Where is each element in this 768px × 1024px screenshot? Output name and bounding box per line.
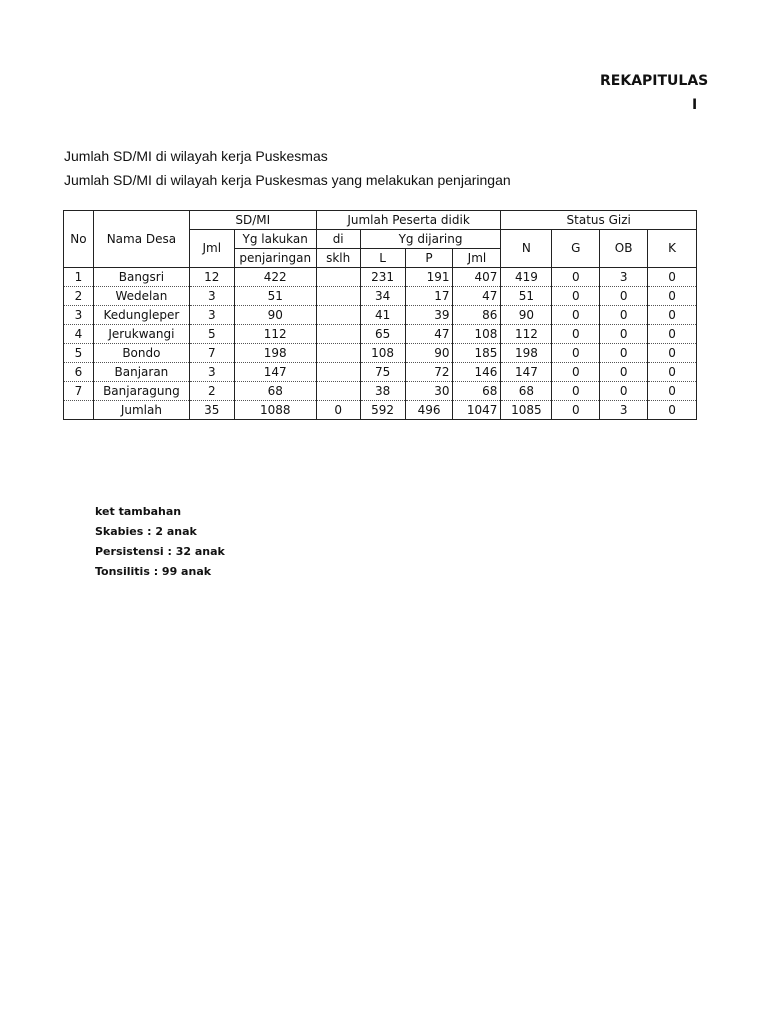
cell-l: 34 [360, 287, 405, 306]
cell-ob: 0 [600, 363, 648, 382]
header-status-gizi: Status Gizi [501, 211, 697, 230]
cell-jml: 5 [189, 325, 234, 344]
recap-table-wrapper [63, 210, 697, 430]
cell-no: 1 [64, 268, 94, 287]
header-l: L [360, 249, 405, 268]
cell-desa: Kedungleper [93, 306, 189, 325]
cell-k: 0 [648, 287, 697, 306]
cell-l: 231 [360, 268, 405, 287]
cell-g: 0 [552, 363, 600, 382]
header-penjaringan: penjaringan [234, 249, 316, 268]
cell-no: 4 [64, 325, 94, 344]
cell-k: 0 [648, 363, 697, 382]
cell-jml: 7 [189, 344, 234, 363]
cell-desa: Jerukwangi [93, 325, 189, 344]
header-peserta: Jumlah Peserta didik [316, 211, 501, 230]
cell-di [316, 382, 360, 401]
header-jml-total: Jml [453, 249, 501, 268]
cell-di [316, 268, 360, 287]
table-row [64, 344, 697, 363]
cell-ob: 0 [600, 344, 648, 363]
table-row [64, 268, 697, 287]
cell-n: 68 [501, 382, 552, 401]
cell-k: 0 [648, 382, 697, 401]
cell-tot: 108 [453, 325, 501, 344]
total-ob: 3 [600, 401, 648, 420]
cell-tot: 47 [453, 287, 501, 306]
cell-g: 0 [552, 306, 600, 325]
header-sdmi: SD/MI [189, 211, 316, 230]
cell-ob: 0 [600, 325, 648, 344]
table-row [64, 287, 697, 306]
cell-desa: Bondo [93, 344, 189, 363]
cell-jml: 3 [189, 306, 234, 325]
notes-heading: ket tambahan [95, 505, 182, 518]
cell-yg: 112 [234, 325, 316, 344]
cell-ob: 3 [600, 268, 648, 287]
additional-notes [95, 502, 225, 582]
cell-no: 2 [64, 287, 94, 306]
cell-k: 0 [648, 306, 697, 325]
total-tot: 1047 [453, 401, 501, 420]
cell-l: 41 [360, 306, 405, 325]
cell-di [316, 363, 360, 382]
cell-yg: 147 [234, 363, 316, 382]
cell-k: 0 [648, 325, 697, 344]
cell-tot: 146 [453, 363, 501, 382]
cell-n: 198 [501, 344, 552, 363]
cell-no: 5 [64, 344, 94, 363]
cell-p: 30 [405, 382, 453, 401]
cell-p: 191 [405, 268, 453, 287]
cell-k: 0 [648, 268, 697, 287]
cell-ob: 0 [600, 382, 648, 401]
cell-tot: 185 [453, 344, 501, 363]
info-line-2: Jumlah SD/MI di wilayah kerja Puskesmas yang melakukan penjaringan [64, 172, 511, 188]
total-k: 0 [648, 401, 697, 420]
cell-tot: 68 [453, 382, 501, 401]
cell-yg: 90 [234, 306, 316, 325]
cell-tot: 407 [453, 268, 501, 287]
header-yg-lakukan: Yg lakukan [234, 230, 316, 249]
note-item: Skabies : 2 anak [95, 525, 197, 538]
cell-tot: 86 [453, 306, 501, 325]
cell-p: 47 [405, 325, 453, 344]
cell-desa: Wedelan [93, 287, 189, 306]
header-p: P [405, 249, 453, 268]
cell-p: 17 [405, 287, 453, 306]
cell-no: 3 [64, 306, 94, 325]
table-row [64, 363, 697, 382]
note-item: Persistensi : 32 anak [95, 545, 225, 558]
header-no: No [64, 211, 94, 268]
total-p: 496 [405, 401, 453, 420]
report-title-line2: I [692, 97, 698, 113]
header-di: di [316, 230, 360, 249]
recap-table [63, 210, 697, 420]
cell-desa: Banjaran [93, 363, 189, 382]
header-nama-desa: Nama Desa [93, 211, 189, 268]
header-n: N [501, 230, 552, 268]
header-ob: OB [600, 230, 648, 268]
table-row [64, 382, 697, 401]
cell-g: 0 [552, 382, 600, 401]
cell-desa: Banjaragung [93, 382, 189, 401]
total-jml: 35 [189, 401, 234, 420]
cell-ob: 0 [600, 306, 648, 325]
total-n: 1085 [501, 401, 552, 420]
cell-yg: 68 [234, 382, 316, 401]
cell-di [316, 325, 360, 344]
cell-jml: 3 [189, 287, 234, 306]
cell-n: 51 [501, 287, 552, 306]
cell-di [316, 306, 360, 325]
cell-yg: 198 [234, 344, 316, 363]
cell-yg: 422 [234, 268, 316, 287]
cell-g: 0 [552, 287, 600, 306]
cell-p: 39 [405, 306, 453, 325]
info-line-1: Jumlah SD/MI di wilayah kerja Puskesmas [64, 148, 328, 164]
cell-g: 0 [552, 268, 600, 287]
cell-jml: 3 [189, 363, 234, 382]
cell-n: 147 [501, 363, 552, 382]
cell-jml: 2 [189, 382, 234, 401]
cell-l: 65 [360, 325, 405, 344]
cell-l: 75 [360, 363, 405, 382]
cell-l: 38 [360, 382, 405, 401]
cell-jml: 12 [189, 268, 234, 287]
cell-p: 90 [405, 344, 453, 363]
total-row [64, 401, 697, 420]
total-di: 0 [316, 401, 360, 420]
total-label: Jumlah [93, 401, 189, 420]
header-jml: Jml [189, 230, 234, 268]
header-yg-dijaring: Yg dijaring [360, 230, 501, 249]
cell-empty [64, 401, 94, 420]
header-sklh: sklh [316, 249, 360, 268]
cell-yg: 51 [234, 287, 316, 306]
header-g: G [552, 230, 600, 268]
cell-p: 72 [405, 363, 453, 382]
cell-di [316, 287, 360, 306]
cell-di [316, 344, 360, 363]
cell-n: 90 [501, 306, 552, 325]
note-item: Tonsilitis : 99 anak [95, 565, 212, 578]
table-row [64, 325, 697, 344]
cell-desa: Bangsri [93, 268, 189, 287]
cell-no: 7 [64, 382, 94, 401]
total-g: 0 [552, 401, 600, 420]
cell-no: 6 [64, 363, 94, 382]
cell-n: 112 [501, 325, 552, 344]
total-yg: 1088 [234, 401, 316, 420]
cell-n: 419 [501, 268, 552, 287]
cell-g: 0 [552, 344, 600, 363]
cell-g: 0 [552, 325, 600, 344]
table-row [64, 306, 697, 325]
total-l: 592 [360, 401, 405, 420]
cell-l: 108 [360, 344, 405, 363]
cell-k: 0 [648, 344, 697, 363]
header-k: K [648, 230, 697, 268]
report-title: REKAPITULAS [600, 73, 709, 89]
cell-ob: 0 [600, 287, 648, 306]
